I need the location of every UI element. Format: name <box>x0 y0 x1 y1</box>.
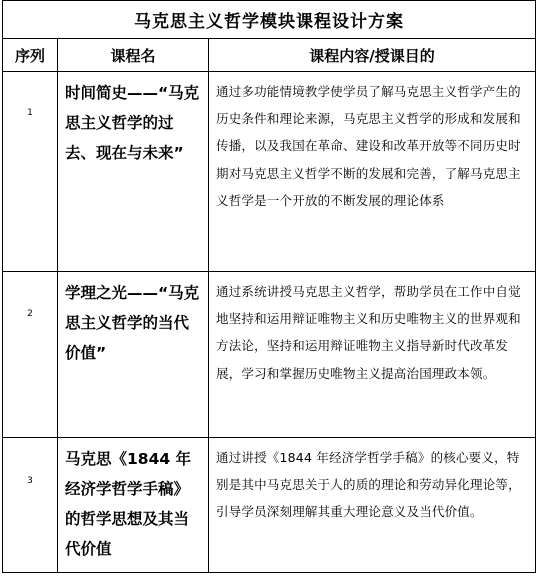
row-course-name: 学理之光——“马克思主义哲学的当代价值” <box>65 284 200 362</box>
column-divider <box>57 39 58 573</box>
table-title: 马克思主义哲学模块课程设计方案 <box>3 1 535 39</box>
header-seq: 序列 <box>14 46 45 65</box>
column-divider <box>208 39 209 573</box>
table-row <box>3 272 535 438</box>
row-seq: 1 <box>27 108 33 118</box>
table-row <box>3 72 535 272</box>
header-name: 课程名 <box>110 46 156 65</box>
row-course-desc: 通过多功能情境教学使学员了解马克思主义哲学产生的历史条件和理论来源，马克思主义哲学的形成和发展和传播，以及我国在革命、建设和改革开放等不同历史时期对马克思主义哲学不断的发展和完善，了解马克思主义哲学是一个开放的不断发展的理论体系 <box>216 84 521 208</box>
row-course-desc: 通过系统讲授马克思主义哲学，帮助学员在工作中自觉地坚持和运用辩证唯物主义和历史唯物主义的世界观和方法论，坚持和运用辩证唯物主义指导新时代改革发展，学习和掌握历史唯物主义提高治国理政本领。 <box>216 284 521 381</box>
course-design-table <box>2 0 536 573</box>
header-desc: 课程内容/授课目的 <box>309 46 435 65</box>
row-seq: 2 <box>27 309 33 319</box>
row-course-name: 时间简史——“马克思主义哲学的过去、现在与未来” <box>65 84 200 162</box>
row-seq: 3 <box>27 476 33 486</box>
row-course-desc: 通过讲授《1844 年经济学哲学手稿》的核心要义，特别是其中马克思关于人的质的理论和劳动异化理论等，引导学员深刻理解其重大理论意义及当代价值。 <box>216 450 521 520</box>
row-course-name: 马克思《1844 年经济学哲学手稿》的哲学思想及其当代价值 <box>65 450 192 558</box>
header-row <box>3 39 535 72</box>
table-row <box>3 438 535 573</box>
